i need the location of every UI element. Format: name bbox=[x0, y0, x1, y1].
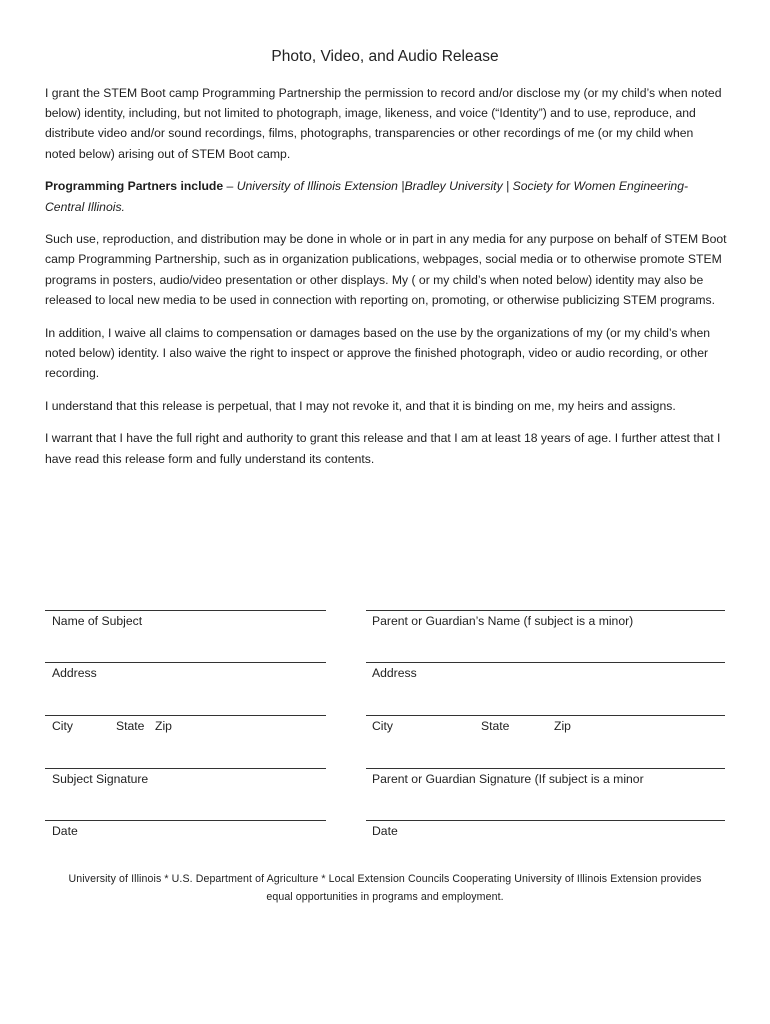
subject-city-label: City bbox=[52, 719, 73, 733]
usage-paragraph: Such use, reproduction, and distribution may be done in whole or in part in any media for any purpose on behalf of STEM Boot camp Programming Partnership, such as in organization publications, webpages, social media or to otherwise promote STEM programs in posters, audio/video presentation or other displays. My ( or my child’s when noted below) identity may also be released to local new media to be used in connection with reporting on, promoting, or otherwise publicizing STEM programs. bbox=[45, 232, 727, 307]
partners-label: Programming Partners include bbox=[45, 179, 224, 194]
guardian-address-label: Address bbox=[372, 666, 417, 680]
subject-city-state-zip-field[interactable] bbox=[45, 715, 326, 739]
perpetual-paragraph: I understand that this release is perpetual, that I may not revoke it, and that it is binding on me, my heirs and assigns. bbox=[45, 398, 676, 413]
guardian-city-state-zip-field[interactable] bbox=[366, 715, 725, 739]
guardian-address-field[interactable] bbox=[366, 662, 725, 686]
guardian-zip-label: Zip bbox=[554, 719, 571, 733]
waiver-paragraph: In addition, I waive all claims to compensation or damages based on the use by the organizations of my (or my child’s when noted below) identity. I also waive the right to inspect or approve the finished photograph, video or audio recording, or other recording. bbox=[45, 325, 711, 380]
subject-date-field[interactable] bbox=[45, 820, 326, 844]
footer-line-1: University of Illinois * U.S. Department of Agriculture * Local Extension Councils Cooperating University of Illinois Extension provides bbox=[68, 873, 702, 885]
subject-zip-label: Zip bbox=[155, 719, 172, 733]
footer-disclaimer bbox=[40, 870, 730, 906]
subject-name-field[interactable] bbox=[45, 610, 326, 634]
guardian-name-label: Parent or Guardian’s Name (f subject is a minor) bbox=[372, 614, 634, 628]
footer-line-2: equal opportunities in programs and employment. bbox=[266, 891, 504, 903]
warranty-paragraph: I warrant that I have the full right and authority to grant this release and that I am at least 18 years of age. I further attest that I have read this release form and fully understand its contents. bbox=[45, 431, 721, 466]
guardian-date-label: Date bbox=[372, 824, 398, 838]
document-title: Photo, Video, and Audio Release bbox=[271, 48, 499, 65]
guardian-name-field[interactable] bbox=[366, 610, 725, 634]
guardian-signature-label: Parent or Guardian Signature (If subject is a minor bbox=[372, 772, 644, 786]
guardian-date-field[interactable] bbox=[366, 820, 725, 844]
subject-address-label: Address bbox=[52, 666, 97, 680]
subject-signature-field[interactable] bbox=[45, 768, 326, 792]
subject-signature-label: Subject Signature bbox=[52, 772, 149, 786]
grant-paragraph: I grant the STEM Boot camp Programming Partnership the permission to record and/or disclose my (or my child’s when noted below) identity, including, but not limited to photograph, image, likeness, and voice (“Identity”) and to use, reproduce, and distribute video and/or sound recordings, films, photographs, transparencies or other recordings of me (or my child when noted below) arising out of STEM Boot camp. bbox=[45, 86, 722, 161]
partners-paragraph bbox=[45, 176, 727, 216]
partners-dash: – bbox=[223, 179, 237, 194]
release-body bbox=[45, 83, 727, 481]
guardian-signature-field[interactable] bbox=[366, 768, 725, 792]
partners-list: University of Illinois Extension |Bradley University | Society for Women Engineering-Central Illinois. bbox=[45, 179, 689, 214]
guardian-state-label: State bbox=[481, 719, 510, 733]
subject-name-label: Name of Subject bbox=[52, 614, 143, 628]
subject-state-label: State bbox=[116, 719, 145, 733]
subject-date-label: Date bbox=[52, 824, 78, 838]
guardian-city-label: City bbox=[372, 719, 393, 733]
subject-address-field[interactable] bbox=[45, 662, 326, 686]
